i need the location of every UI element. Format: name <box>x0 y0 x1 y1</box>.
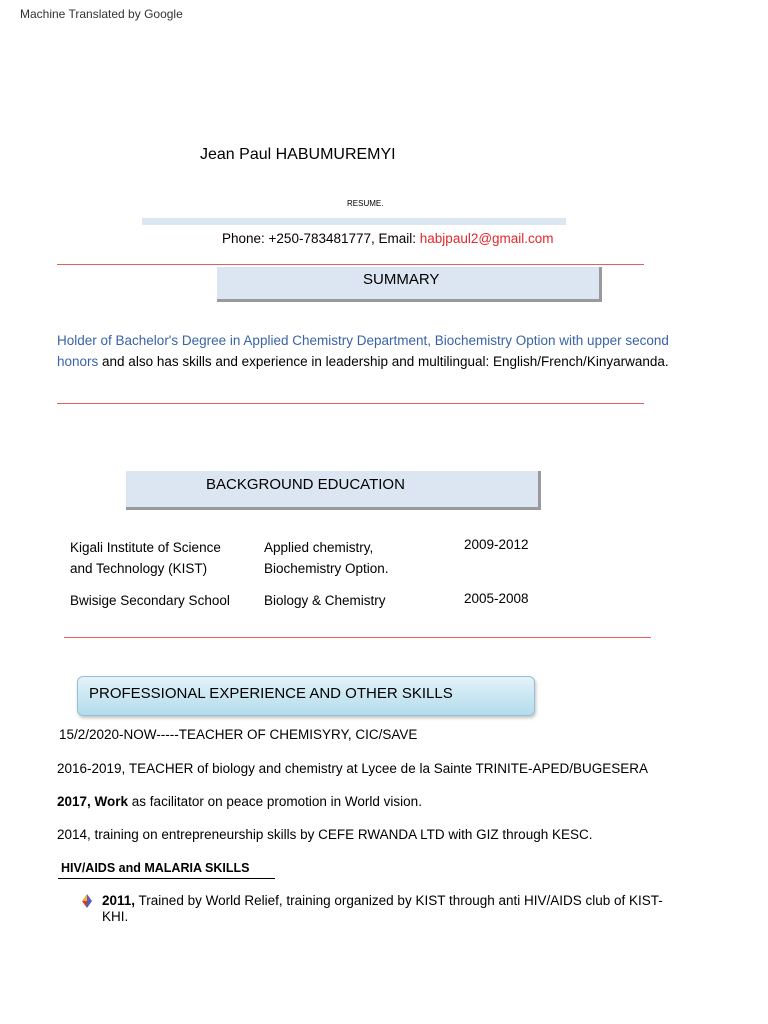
experience-item <box>59 727 417 742</box>
divider-line <box>57 403 644 404</box>
experience-item <box>57 794 422 809</box>
summary-degree-text: Holder of Bachelor's Degree in Applied Chemistry Department, Biochemistry Option with upper second honors <box>57 333 669 369</box>
experience-item-text: 2014, training on entrepreneurship skills by CEFE RWANDA LTD with GIZ through KESC. <box>57 827 593 842</box>
experience-item <box>57 827 592 842</box>
experience-item-text: 15/2/2020-NOW-----TEACHER OF CHEMISYRY, CIC/SAVE <box>59 727 418 742</box>
header-divider-bar <box>142 218 566 225</box>
summary-heading: SUMMARY <box>363 271 440 288</box>
education-field: Applied chemistry, Biochemistry Option. <box>264 540 389 576</box>
education-years: 2009-2012 <box>464 537 529 552</box>
experience-item-text: 2016-2019, TEACHER of biology and chemistry at Lycee de la Sainte TRINITE-APED/BUGESERA <box>57 761 649 776</box>
experience-item-text: as facilitator on peace promotion in World vision. <box>128 794 422 809</box>
summary-heading-box <box>217 267 602 302</box>
email-link[interactable]: habjpaul2@gmail.com <box>419 231 554 246</box>
summary-paragraph <box>57 330 697 372</box>
experience-item-bold: 2017, Work <box>57 794 129 809</box>
experience-heading: PROFESSIONAL EXPERIENCE AND OTHER SKILLS <box>89 685 453 702</box>
translation-banner: Machine Translated by Google <box>20 7 183 21</box>
phone-text: Phone: +250-783481777, Email: <box>222 231 420 246</box>
education-institution: Kigali Institute of Science and Technology (KIST) <box>70 540 221 576</box>
experience-item <box>57 761 648 776</box>
hiv-bullet-item <box>102 893 682 925</box>
divider-line <box>64 637 651 638</box>
education-years: 2005-2008 <box>464 591 529 606</box>
hiv-bullet-text: Trained by World Relief, training organized by KIST through anti HIV/AIDS club of KIST-KHI. <box>102 893 663 924</box>
resume-label: RESUME. <box>347 199 384 208</box>
experience-heading-box <box>77 676 535 716</box>
divider-line <box>57 264 644 265</box>
education-field: Biology & Chemistry <box>264 593 386 608</box>
summary-skills-text: and also has skills and experience in leadership and multilingual: English/French/Kinyarwanda. <box>98 354 669 369</box>
diamond-bullet-icon <box>79 893 95 909</box>
education-heading-box <box>126 471 541 510</box>
hiv-heading: HIV/AIDS and MALARIA SKILLS <box>61 861 250 875</box>
hiv-bullet-year: 2011, <box>102 893 136 908</box>
contact-line <box>222 231 554 246</box>
education-heading: BACKGROUND EDUCATION <box>206 476 405 493</box>
candidate-name: Jean Paul HABUMUREMYI <box>200 146 396 163</box>
hiv-heading-underline <box>58 878 275 879</box>
education-institution: Bwisige Secondary School <box>70 593 230 608</box>
